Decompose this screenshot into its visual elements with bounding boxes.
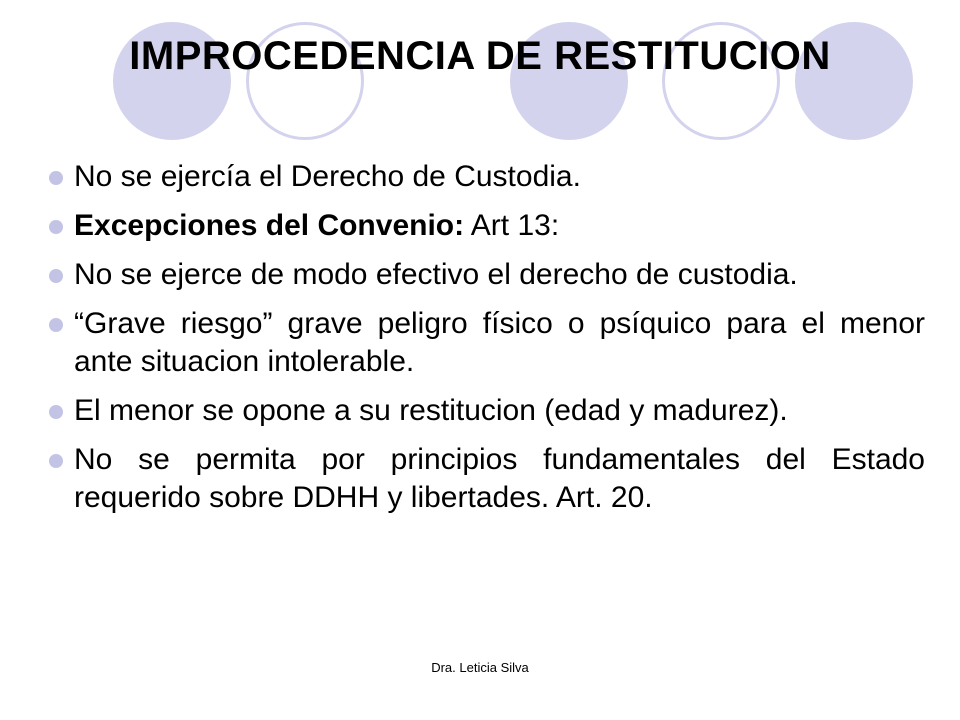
bullet-text: No se ejercía el Derecho de Custodia. bbox=[74, 160, 581, 193]
bullet-dot-icon bbox=[49, 220, 63, 234]
bullet-list bbox=[45, 158, 925, 528]
bullet-item bbox=[45, 256, 925, 294]
slide-title: IMPROCEDENCIA DE RESTITUCION bbox=[129, 34, 831, 78]
bullet-text: No se ejerce de modo efectivo el derecho de custodia. bbox=[74, 258, 798, 291]
bullet-dot-icon bbox=[49, 454, 63, 468]
footer-author: Dra. Leticia Silva bbox=[431, 660, 529, 675]
bullet-item bbox=[45, 158, 925, 196]
bullet-item bbox=[45, 305, 925, 381]
bullet-text: No se permita por principios fundamentales del Estado requerido sobre DDHH y libertades. Art. 20. bbox=[74, 443, 925, 514]
bullet-item bbox=[45, 441, 925, 517]
bullet-text: El menor se opone a su restitucion (edad y madurez). bbox=[74, 394, 788, 427]
bullet-dot-icon bbox=[49, 318, 63, 332]
bullet-dot-icon bbox=[49, 171, 63, 185]
bullet-text: “Grave riesgo” grave peligro físico o psíquico para el menor ante situacion intolerable. bbox=[74, 307, 925, 378]
bullet-text: Art 13: bbox=[464, 209, 560, 242]
bullet-bold-text: Excepciones del Convenio: bbox=[74, 209, 465, 242]
bullet-dot-icon bbox=[49, 405, 63, 419]
bullet-item bbox=[45, 207, 925, 245]
bullet-dot-icon bbox=[49, 269, 63, 283]
bullet-item bbox=[45, 392, 925, 430]
